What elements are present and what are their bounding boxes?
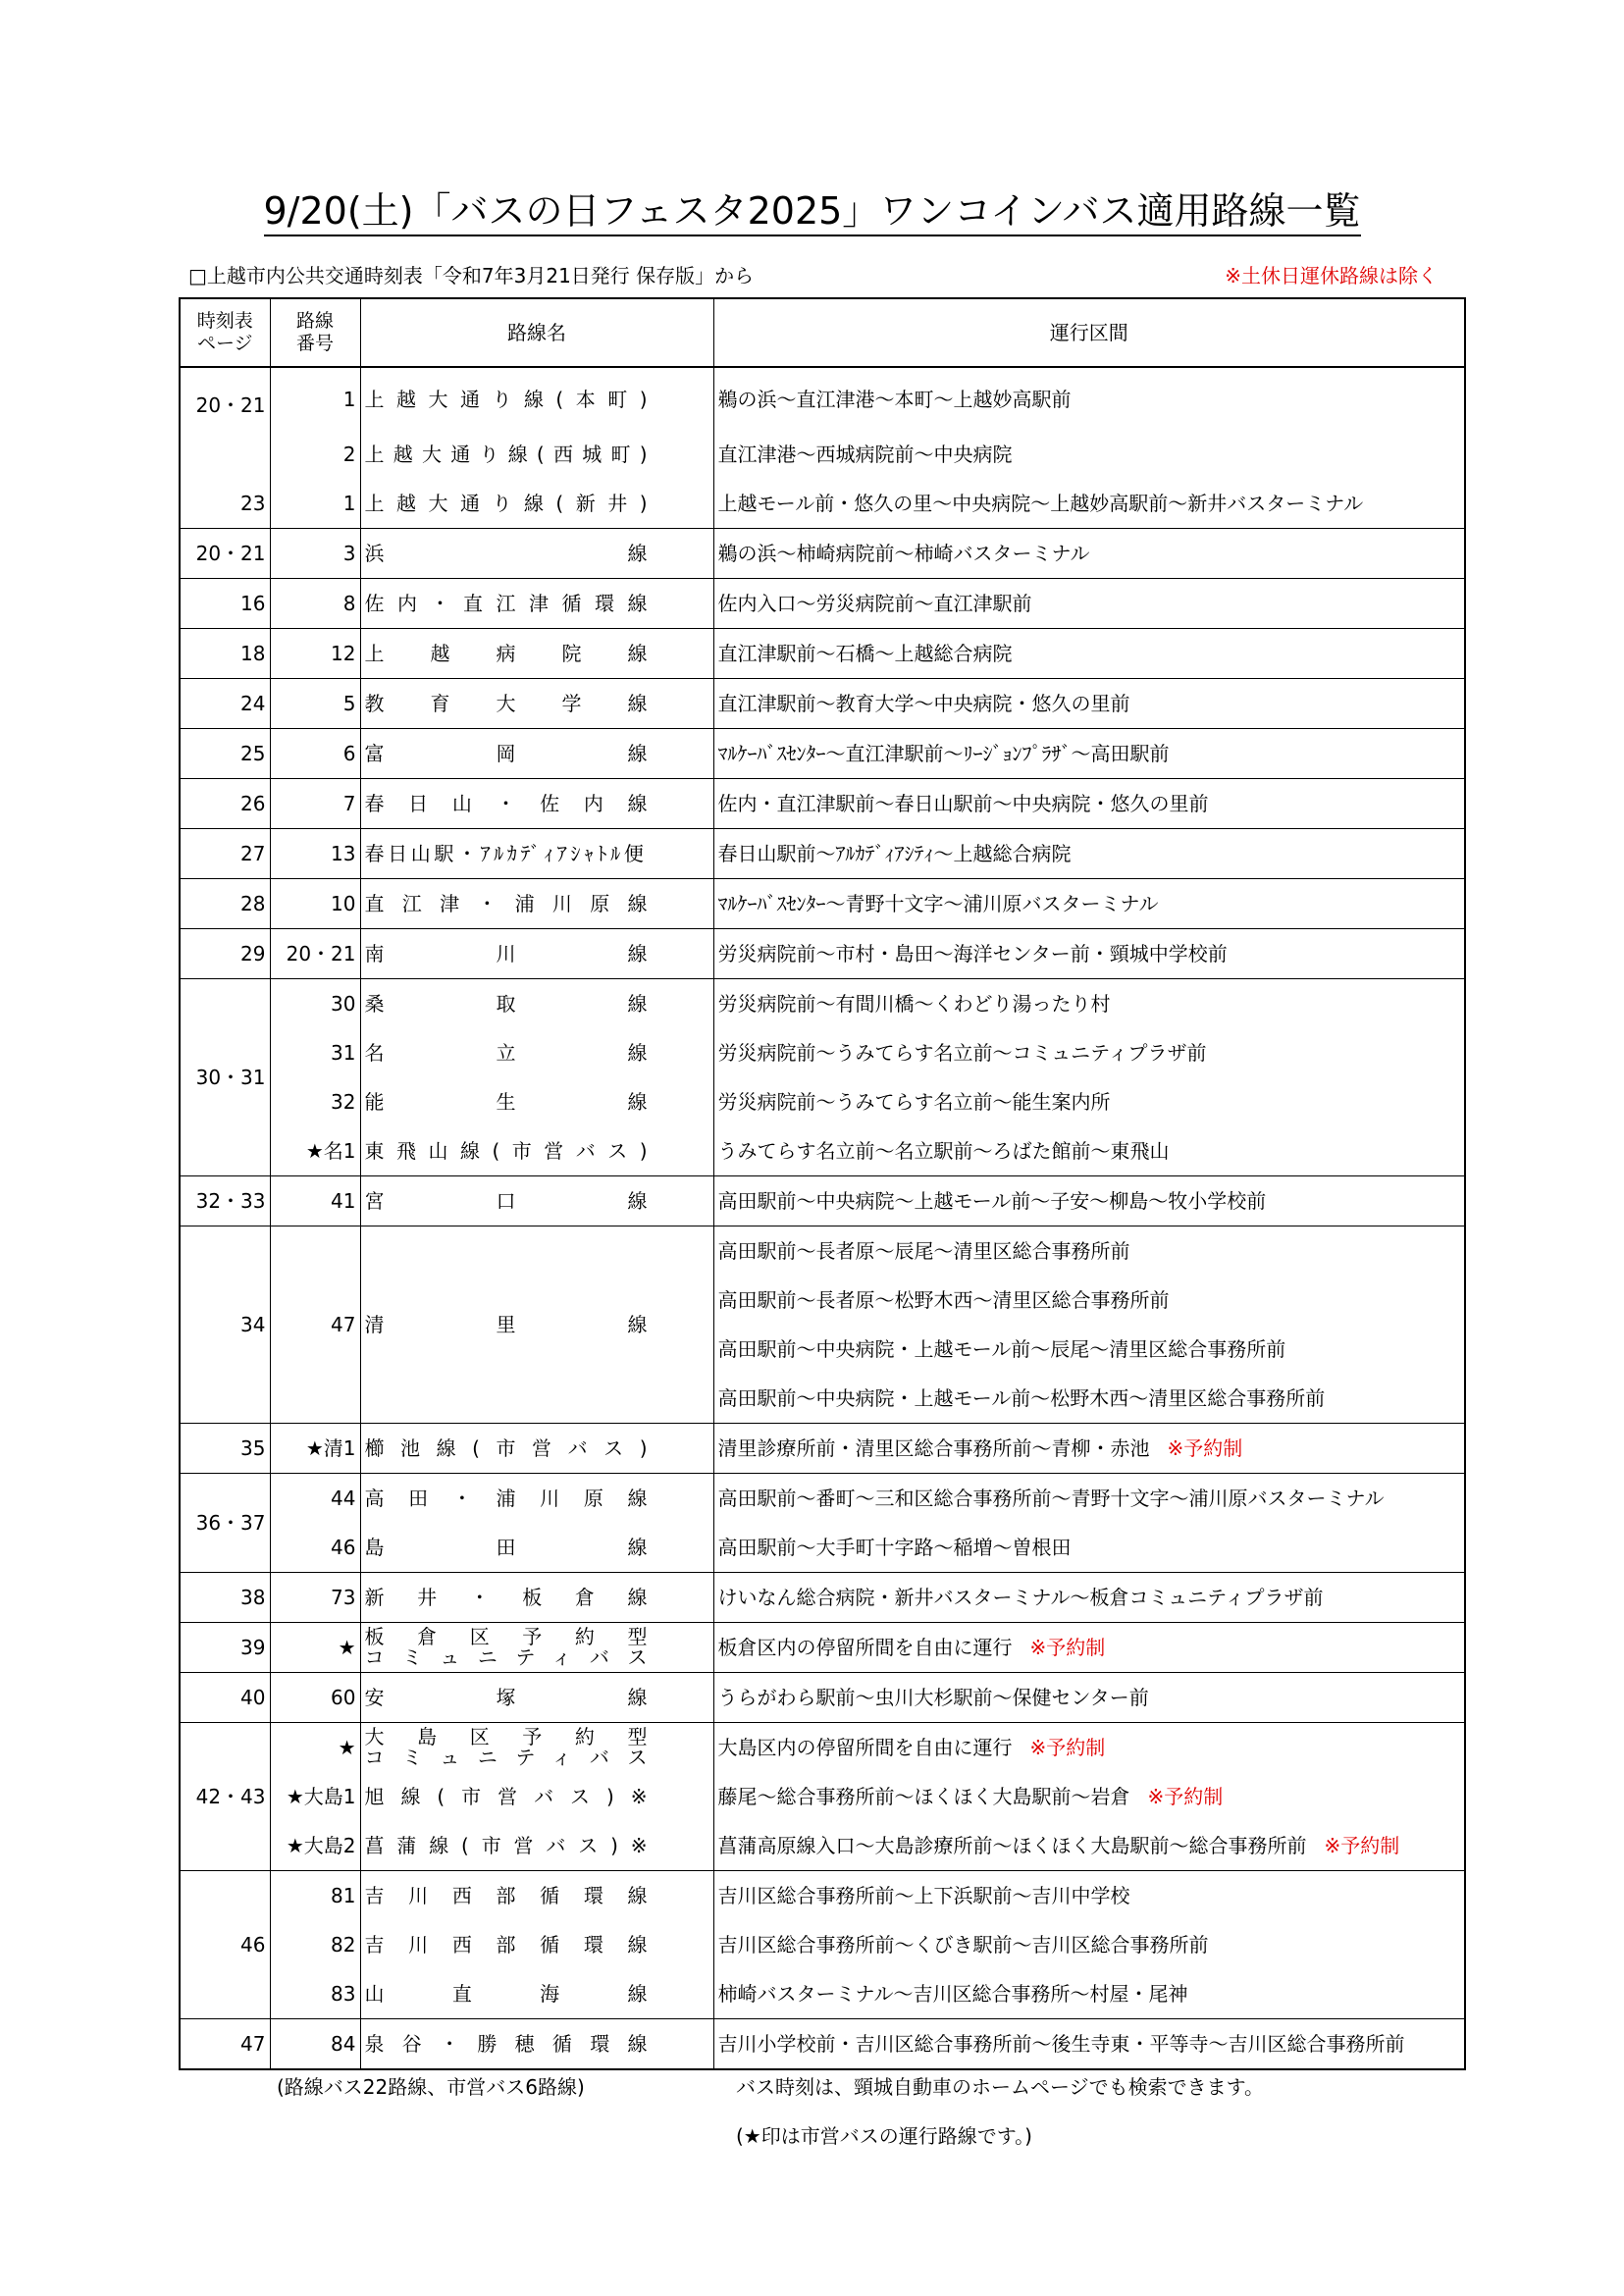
route-name: [360, 1028, 713, 1077]
route-section: [713, 1673, 1465, 1723]
route-section: [713, 629, 1465, 679]
route-name-text: 吉川西部循環線: [364, 1884, 648, 1907]
section-text: 高田駅前～長者原～松野木西～清里区総合事務所前: [717, 1288, 1170, 1312]
route-number: 31: [270, 1028, 360, 1077]
table-row: [180, 1623, 1465, 1673]
table-row: [180, 1028, 1465, 1077]
route-name-text: 旭線(市営バス)※: [364, 1785, 648, 1808]
route-name-text: 新井・板倉線: [364, 1586, 648, 1609]
table-row: [180, 1176, 1465, 1226]
route-section: [713, 1821, 1465, 1871]
route-name: [360, 929, 713, 979]
route-number: 1: [270, 367, 360, 430]
route-number: 84: [270, 2019, 360, 2070]
route-name: [360, 1871, 713, 1921]
reservation-mark: ※予約制: [1147, 1785, 1224, 1808]
route-name: [360, 1226, 713, 1424]
route-section: [713, 1623, 1465, 1673]
route-number: 7: [270, 779, 360, 829]
table-row: [180, 1772, 1465, 1821]
route-name-text: 浜線: [364, 542, 648, 565]
route-name: [360, 1723, 713, 1773]
route-number: 82: [270, 1920, 360, 1969]
route-name-text: 島田線: [364, 1536, 648, 1559]
section-text: 労災病院前～有間川橋～くわどり湯ったり村: [717, 992, 1111, 1016]
route-number: 6: [270, 729, 360, 779]
route-name-text: 高田・浦川原線: [364, 1487, 648, 1510]
section-text: 大島区内の停留所間を自由に運行: [717, 1736, 1013, 1759]
route-section: [713, 1523, 1465, 1573]
table-row: [180, 1077, 1465, 1126]
table-row: [180, 879, 1465, 929]
page-cell: 26: [180, 779, 270, 829]
route-section: [713, 929, 1465, 979]
table-row: [180, 979, 1465, 1029]
table-row: [180, 679, 1465, 729]
route-count-note: (路線バス22路線、市営バス6路線): [277, 2075, 585, 2099]
section-text: 吉川小学校前・吉川区総合事務所前～後生寺東・平等寺～吉川区総合事務所前: [717, 2032, 1405, 2056]
route-name-text: 上越大通り線(西城町): [364, 443, 648, 466]
section-text: 上越モール前・悠久の里～中央病院～上越妙高駅前～新井バスターミナル: [717, 492, 1364, 515]
route-name-text: 上越大通り線(本町): [364, 387, 648, 411]
section-text: 高田駅前～中央病院～上越モール前～子安～柳島～牧小学校前: [717, 1189, 1267, 1213]
route-name-text: 上越病院線: [364, 642, 648, 665]
page-cell: 28: [180, 879, 270, 929]
route-section: [713, 1176, 1465, 1226]
route-name-text: 佐内・直江津循環線: [364, 592, 648, 615]
header-num: 路線 番号: [270, 298, 360, 367]
route-section: [713, 1772, 1465, 1821]
section-text: 佐内入口～労災病院前～直江津駅前: [717, 592, 1032, 615]
section-text: ﾏﾙｹｰﾊﾞｽｾﾝﾀｰ～青野十文字～浦川原バスターミナル: [717, 892, 1159, 915]
route-name: [360, 579, 713, 629]
route-number: 83: [270, 1969, 360, 2019]
section-text: 高田駅前～中央病院・上越モール前～松野木西～清里区総合事務所前: [717, 1386, 1326, 1410]
route-section: [713, 1126, 1465, 1176]
table-row: [180, 779, 1465, 829]
route-name-text: 春日山・佐内線: [364, 792, 648, 815]
route-name-text: 安塚線: [364, 1686, 648, 1709]
route-number: 30: [270, 979, 360, 1029]
table-row: [180, 729, 1465, 779]
table-row: [180, 1871, 1465, 1921]
route-name: [360, 1920, 713, 1969]
page-cell: 24: [180, 679, 270, 729]
route-name-text: 大島区予約型: [364, 1725, 648, 1748]
table-row: [180, 829, 1465, 879]
route-number: 20・21: [270, 929, 360, 979]
exclusion-note: ※土休日運休路線は除く: [1225, 264, 1438, 287]
route-number: ★大島2: [270, 1821, 360, 1871]
route-number: 32: [270, 1077, 360, 1126]
table-row: [180, 1969, 1465, 2019]
table-row: [180, 1821, 1465, 1871]
route-section: [713, 729, 1465, 779]
route-name-text: 櫛池線(市営バス): [364, 1436, 648, 1460]
page-cell: 20・21: [180, 529, 270, 579]
route-section: [713, 1723, 1465, 1773]
table-row: [180, 1523, 1465, 1573]
table-row: [180, 629, 1465, 679]
route-name-text-line2: コミュニティバス: [364, 1746, 648, 1769]
route-number: 46: [270, 1523, 360, 1573]
page-cell: 46: [180, 1871, 270, 2019]
section-text: 直江津駅前～教育大学～中央病院・悠久の里前: [717, 692, 1130, 715]
section-text: けいなん総合病院・新井バスターミナル～板倉コミュニティプラザ前: [717, 1586, 1324, 1609]
route-section: [713, 430, 1465, 479]
route-name-text: 富岡線: [364, 742, 648, 765]
section-text: 清里診療所前・清里区総合事務所前～青柳・赤池: [717, 1436, 1150, 1460]
page-cell: 29: [180, 929, 270, 979]
route-number: 1: [270, 479, 360, 529]
route-name-text: 東飛山線(市営バス): [364, 1139, 648, 1163]
reservation-mark: ※予約制: [1324, 1834, 1400, 1857]
page-cell: 39: [180, 1623, 270, 1673]
route-number: 47: [270, 1226, 360, 1424]
route-section: [713, 1226, 1465, 1277]
route-number: ★大島1: [270, 1772, 360, 1821]
header-page: 時刻表 ページ: [180, 298, 270, 367]
section-text: 板倉区内の停留所間を自由に運行: [717, 1636, 1013, 1659]
table-row: [180, 1573, 1465, 1623]
route-name-text: 南川線: [364, 942, 648, 965]
route-number: 44: [270, 1474, 360, 1524]
route-name-text: 上越大通り線(新井): [364, 492, 648, 515]
route-number: 5: [270, 679, 360, 729]
route-section: [713, 479, 1465, 529]
route-section: [713, 1276, 1465, 1325]
route-section: [713, 1573, 1465, 1623]
route-name: [360, 779, 713, 829]
table-row: [180, 2019, 1465, 2070]
route-section: [713, 2019, 1465, 2070]
page-cell: 20・21: [180, 367, 270, 430]
page-title: 9/20(土)「バスの日フェスタ2025」ワンコインバス適用路線一覧: [0, 188, 1624, 234]
route-section: [713, 1077, 1465, 1126]
header-section: 運行区間: [713, 298, 1465, 367]
section-text: 菖蒲高原線入口～大島診療所前～ほくほく大島駅前～総合事務所前: [717, 1834, 1307, 1857]
page-cell: 25: [180, 729, 270, 779]
route-name: [360, 1176, 713, 1226]
table-row: [180, 579, 1465, 629]
page-cell: 40: [180, 1673, 270, 1723]
table-row: [180, 479, 1465, 529]
website-note: バス時刻は、頸城自動車のホームページでも検索できます。: [736, 2075, 1264, 2099]
route-number: 81: [270, 1871, 360, 1921]
route-section: [713, 1871, 1465, 1921]
route-section: [713, 679, 1465, 729]
route-name-text: 直江津・浦川原線: [364, 892, 648, 915]
route-name: [360, 1673, 713, 1723]
route-table: [179, 297, 1466, 2070]
route-name-text: 山直海線: [364, 1982, 648, 2006]
reservation-mark: ※予約制: [1167, 1436, 1243, 1460]
reservation-mark: ※予約制: [1029, 1736, 1106, 1759]
route-section: [713, 879, 1465, 929]
route-section: [713, 1474, 1465, 1524]
header-name: 路線名: [360, 298, 713, 367]
route-number: 2: [270, 430, 360, 479]
section-text: 高田駅前～番町～三和区総合事務所前～青野十文字～浦川原バスターミナル: [717, 1487, 1385, 1510]
route-name-text: 春日山駅・ｱﾙｶﾃﾞｨｱｼｬﾄﾙ便: [364, 842, 648, 865]
section-text: ﾏﾙｹｰﾊﾞｽｾﾝﾀｰ～直江津駅前～ﾘｰｼﾞｮﾝﾌﾟﾗｻﾞ～高田駅前: [717, 742, 1170, 765]
route-name: [360, 629, 713, 679]
table-row: [180, 1126, 1465, 1176]
route-section: [713, 829, 1465, 879]
route-name-text-line2: コミュニティバス: [364, 1645, 648, 1669]
section-text: 吉川区総合事務所前～上下浜駅前～吉川中学校: [717, 1884, 1130, 1907]
table-row: [180, 1424, 1465, 1474]
section-text: 高田駅前～大手町十字路～稲増～曽根田: [717, 1536, 1072, 1559]
page-cell: 36・37: [180, 1474, 270, 1573]
route-name-text: 清里線: [364, 1313, 648, 1336]
route-name: [360, 1523, 713, 1573]
section-text: 直江津港～西城病院前～中央病院: [717, 443, 1013, 466]
route-name: [360, 829, 713, 879]
route-number: ★: [270, 1623, 360, 1673]
route-name-text: 泉谷・勝穂循環線: [364, 2032, 648, 2056]
section-text: うらがわら駅前～虫川大杉駅前～保健センター前: [717, 1686, 1149, 1709]
table-row: [180, 1226, 1465, 1277]
route-name: [360, 879, 713, 929]
section-text: 高田駅前～中央病院・上越モール前～辰尾～清里区総合事務所前: [717, 1337, 1286, 1361]
route-name-text: 菖蒲線(市営バス)※: [364, 1834, 648, 1857]
section-text: うみてらす名立前～名立駅前～ろばた館前～東飛山: [717, 1139, 1170, 1163]
route-name-text: 名立線: [364, 1041, 648, 1065]
route-name: [360, 479, 713, 529]
route-name: [360, 679, 713, 729]
page-cell: 47: [180, 2019, 270, 2070]
source-note: □上越市内公共交通時刻表「令和7年3月21日発行 保存版」から: [188, 264, 755, 287]
page-cell: [180, 430, 270, 479]
route-section: [713, 1028, 1465, 1077]
route-section: [713, 1424, 1465, 1474]
route-name: [360, 430, 713, 479]
section-text: 直江津駅前～石橋～上越総合病院: [717, 642, 1013, 665]
table-row: [180, 1723, 1465, 1773]
page-cell: 34: [180, 1226, 270, 1424]
route-name-text: 教育大学線: [364, 692, 648, 715]
route-name: [360, 2019, 713, 2070]
page-cell: 30・31: [180, 979, 270, 1176]
route-section: [713, 1374, 1465, 1424]
route-section: [713, 1325, 1465, 1374]
table-row: [180, 367, 1465, 430]
route-section: [713, 367, 1465, 430]
route-name: [360, 1126, 713, 1176]
route-name: [360, 1623, 713, 1673]
reservation-mark: ※予約制: [1029, 1636, 1106, 1659]
route-name: [360, 1821, 713, 1871]
section-text: 藤尾～総合事務所前～ほくほく大島駅前～岩倉: [717, 1785, 1130, 1808]
route-number: 3: [270, 529, 360, 579]
page-cell: 18: [180, 629, 270, 679]
section-text: 春日山駅前～ｱﾙｶﾃﾞｨｱｼﾃｨ～上越総合病院: [717, 842, 1072, 865]
route-section: [713, 1920, 1465, 1969]
route-number: ★清1: [270, 1424, 360, 1474]
star-legend-note: (★印は市営バスの運行路線です。): [736, 2124, 1032, 2148]
route-number: 8: [270, 579, 360, 629]
section-text: 労災病院前～うみてらす名立前～能生案内所: [717, 1090, 1111, 1114]
route-name-text: 能生線: [364, 1090, 648, 1114]
table-row: [180, 529, 1465, 579]
route-section: [713, 779, 1465, 829]
page-cell: 38: [180, 1573, 270, 1623]
page-cell: 27: [180, 829, 270, 879]
route-name-text: 板倉区予約型: [364, 1625, 648, 1648]
route-name: [360, 529, 713, 579]
route-name: [360, 1573, 713, 1623]
page-cell: 32・33: [180, 1176, 270, 1226]
route-name: [360, 1077, 713, 1126]
route-number: 73: [270, 1573, 360, 1623]
route-section: [713, 529, 1465, 579]
section-text: 高田駅前～長者原～辰尾～清里区総合事務所前: [717, 1239, 1130, 1263]
page-cell: 42・43: [180, 1723, 270, 1871]
section-text: 柿崎バスターミナル～吉川区総合事務所～村屋・尾神: [717, 1982, 1188, 2006]
table-row: [180, 1474, 1465, 1524]
route-name: [360, 1424, 713, 1474]
page-cell: 23: [180, 479, 270, 529]
route-name-text: 桑取線: [364, 992, 648, 1016]
route-name: [360, 367, 713, 430]
route-number: 41: [270, 1176, 360, 1226]
route-number: 13: [270, 829, 360, 879]
section-text: 佐内・直江津駅前～春日山駅前～中央病院・悠久の里前: [717, 792, 1209, 815]
route-name: [360, 1772, 713, 1821]
route-section: [713, 579, 1465, 629]
route-number: 10: [270, 879, 360, 929]
page-cell: 35: [180, 1424, 270, 1474]
section-text: 鵜の浜～直江津港～本町～上越妙高駅前: [717, 387, 1072, 411]
section-text: 労災病院前～市村・島田～海洋センター前・頸城中学校前: [717, 942, 1228, 965]
route-name-text: 宮口線: [364, 1189, 648, 1213]
section-text: 吉川区総合事務所前～くびき駅前～吉川区総合事務所前: [717, 1933, 1209, 1957]
route-number: ★: [270, 1723, 360, 1773]
route-number: ★名1: [270, 1126, 360, 1176]
section-text: 鵜の浜～柿崎病院前～柿崎バスターミナル: [717, 542, 1090, 565]
table-row: [180, 1920, 1465, 1969]
route-number: 60: [270, 1673, 360, 1723]
section-text: 労災病院前～うみてらす名立前～コミュニティプラザ前: [717, 1041, 1207, 1065]
route-name: [360, 979, 713, 1029]
route-name-text: 吉川西部循環線: [364, 1933, 648, 1957]
route-section: [713, 979, 1465, 1029]
route-name: [360, 1474, 713, 1524]
table-row: [180, 430, 1465, 479]
route-section: [713, 1969, 1465, 2019]
table-row: [180, 929, 1465, 979]
page-cell: 16: [180, 579, 270, 629]
route-number: 12: [270, 629, 360, 679]
route-name: [360, 729, 713, 779]
route-name: [360, 1969, 713, 2019]
table-row: [180, 1673, 1465, 1723]
